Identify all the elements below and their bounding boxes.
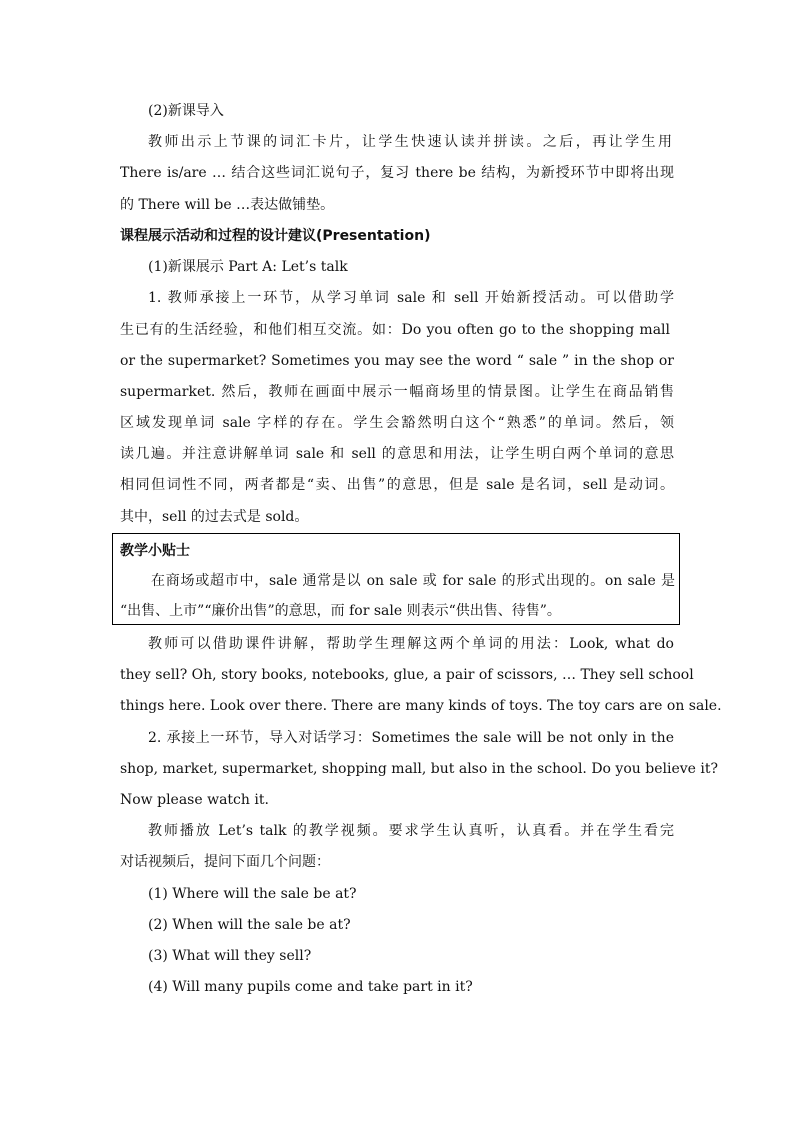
- question-item: (3) What will they sell?: [148, 948, 312, 964]
- section-subheading: (1)新课展示 Part A: Let’s talk: [148, 259, 348, 275]
- question-item: (4) Will many pupils come and take part in it?: [148, 979, 473, 995]
- video-paragraph-line: 对话视频后，提问下面几个问题：: [120, 854, 330, 870]
- courseware-paragraph-line: they sell? Oh, story books, notebooks, glue, a pair of scissors, … They sell school: [120, 667, 694, 683]
- presentation-paragraph-line: 其中，sell 的过去式是 sold。: [120, 509, 309, 525]
- question-item: (1) Where will the sale be at?: [148, 886, 357, 902]
- presentation-paragraph-line: 生已有的生活经验，和他们相互交流。如：Do you often go to the shopping mall: [120, 322, 670, 338]
- dialogue-paragraph-line: 2. 承接上一环节，导入对话学习：Sometimes the sale will be not only in the: [148, 730, 674, 746]
- question-item: (2) When will the sale be at?: [148, 917, 351, 933]
- teaching-tip-box: [112, 533, 680, 625]
- presentation-paragraph-line: 相同但词性不同，两者都是“卖、出售”的意思，但是 sale 是名词，sell 是动词。: [120, 477, 674, 493]
- courseware-paragraph-line: 教师可以借助课件讲解，帮助学生理解这两个单词的用法：Look, what do: [148, 636, 674, 652]
- teaching-tip-title: 教学小贴士: [120, 543, 190, 559]
- presentation-paragraph-line: or the supermarket? Sometimes you may see the word “ sale ” in the shop or: [120, 353, 674, 369]
- intro-paragraph-line: 教师出示上节课的词汇卡片，让学生快速认读并拼读。之后，再让学生用: [148, 134, 672, 150]
- presentation-paragraph-line: supermarket. 然后，教师在画面中展示一幅商场里的情景图。让学生在商品销售: [120, 384, 674, 400]
- intro-heading: (2)新课导入: [148, 103, 224, 119]
- dialogue-paragraph-line: shop, market, supermarket, shopping mall, but also in the school. Do you believe it?: [120, 761, 718, 777]
- intro-paragraph-line: There is/are … 结合这些词汇说句子，复习 there be 结构，为新授环节中即将出现: [120, 165, 674, 181]
- dialogue-paragraph-line: Now please watch it.: [120, 792, 269, 808]
- teaching-tip-line: “出售、上市”“廉价出售”的意思，而 for sale 则表示“供出售、待售”。: [120, 603, 561, 619]
- section-title: 课程展示活动和过程的设计建议(Presentation): [120, 228, 431, 244]
- courseware-paragraph-line: things here. Look over there. There are many kinds of toys. The toy cars are on sale.: [120, 698, 722, 714]
- teaching-tip-line: 在商场或超市中，sale 通常是以 on sale 或 for sale 的形式出现的。on sale 是: [151, 573, 675, 589]
- presentation-paragraph-line: 区域发现单词 sale 字样的存在。学生会豁然明白这个“熟悉”的单词。然后，领: [120, 415, 674, 431]
- presentation-paragraph-line: 1. 教师承接上一环节，从学习单词 sale 和 sell 开始新授活动。可以借助学: [148, 290, 674, 306]
- presentation-paragraph-line: 读几遍。并注意讲解单词 sale 和 sell 的意思和用法，让学生明白两个单词的意思: [120, 446, 674, 462]
- video-paragraph-line: 教师播放 Let’s talk 的教学视频。要求学生认真听，认真看。并在学生看完: [148, 823, 674, 839]
- intro-paragraph-line: 的 There will be …表达做铺垫。: [120, 197, 335, 213]
